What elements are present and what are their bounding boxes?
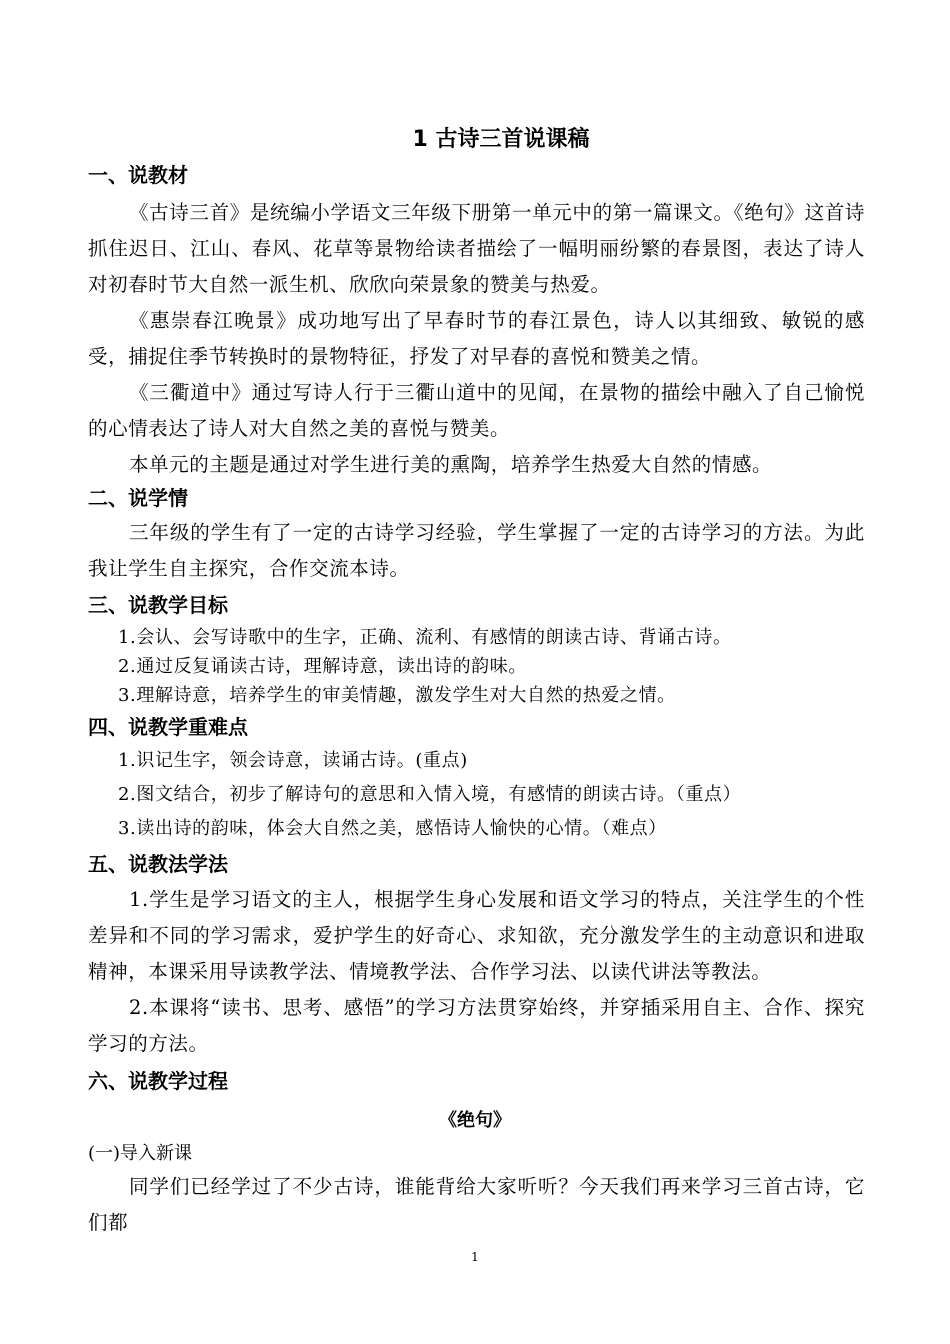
list-item: 2.图文结合，初步了解诗句的意思和入情入境，有感情的朗读古诗。（重点）: [118, 784, 742, 805]
section-body: [88, 1169, 865, 1241]
section-body: [88, 195, 865, 483]
paragraph: 《惠崇春江晚景》成功地写出了早春时节的春江景色，诗人以其细致、敏锐的感受，捕捉住季节转换时的景物特征，抒发了对早春的喜悦和赞美之情。: [88, 309, 865, 368]
list-item: 1.会认、会写诗歌中的生字，正确、流利、有感情的朗读古诗、背诵古诗。: [118, 627, 732, 648]
section-heading: 六、说教学过程: [88, 1069, 228, 1093]
paragraph: 《古诗三首》是统编小学语文三年级下册第一单元中的第一篇课文。《绝句》这首诗抓住迟日、江山、春风、花草等景物给读者描绘了一幅明丽纷繁的春景图，表达了诗人对初春时节大自然一派生机、欣欣向荣景象的赞美与热爱。: [88, 201, 865, 296]
section-heading: 五、说教法学法: [88, 852, 228, 876]
paragraph: 本单元的主题是通过对学生进行美的熏陶，培养学生热爱大自然的情感。: [128, 453, 773, 476]
objectives-list: [88, 623, 865, 710]
document-title: 1 古诗三首说课稿: [412, 127, 590, 152]
list-item: 3.读出诗的韵味，体会大自然之美，感悟诗人愉快的心情。（难点）: [118, 818, 667, 839]
page-number: 1: [471, 1250, 479, 1264]
paragraph: 1.学生是学习语文的主人，根据学生身心发展和语文学习的特点，关注学生的个性差异和不同的学习需求，爱护学生的好奇心、求知欲，充分激发学生的主动意识和进取精神，本课采用导读教学法、情境教学法、合作学习法、以读代讲法等教法。: [88, 888, 865, 983]
list-item: 1.识记生字，领会诗意，读诵古诗。(重点): [118, 750, 468, 771]
paragraph: 同学们已经学过了不少古诗，谁能背给大家听听？今天我们再来学习三首古诗，它们都: [88, 1175, 865, 1234]
section-body: [88, 882, 865, 1062]
poem-subtitle: 《绝句》: [439, 1110, 511, 1131]
paragraph: 三年级的学生有了一定的古诗学习经验，学生掌握了一定的古诗学习的方法。为此我让学生自主探究，合作交流本诗。: [88, 521, 865, 580]
paragraph: 《三衢道中》通过写诗人行于三衢山道中的见闻，在景物的描绘中融入了自己愉悦的心情表达了诗人对大自然之美的喜悦与赞美。: [88, 381, 865, 440]
section-body: [88, 515, 865, 587]
subsection-heading: (一)导入新课: [88, 1143, 193, 1164]
section-heading: 一、说教材: [88, 163, 188, 187]
list-item: 3.理解诗意，培养学生的审美情趣，激发学生对大自然的热爱之情。: [118, 685, 676, 706]
section-heading: 二、说学情: [88, 486, 188, 510]
section-heading: 三、说教学目标: [88, 593, 228, 617]
key-points-list: [88, 744, 865, 846]
list-item: 2.通过反复诵读古诗，理解诗意，读出诗的韵味。: [118, 656, 527, 677]
paragraph: 2.本课将“读书、思考、感悟”的学习方法贯穿始终，并穿插采用自主、合作、探究学习的方法。: [88, 996, 865, 1055]
section-heading: 四、说教学重难点: [88, 715, 248, 739]
